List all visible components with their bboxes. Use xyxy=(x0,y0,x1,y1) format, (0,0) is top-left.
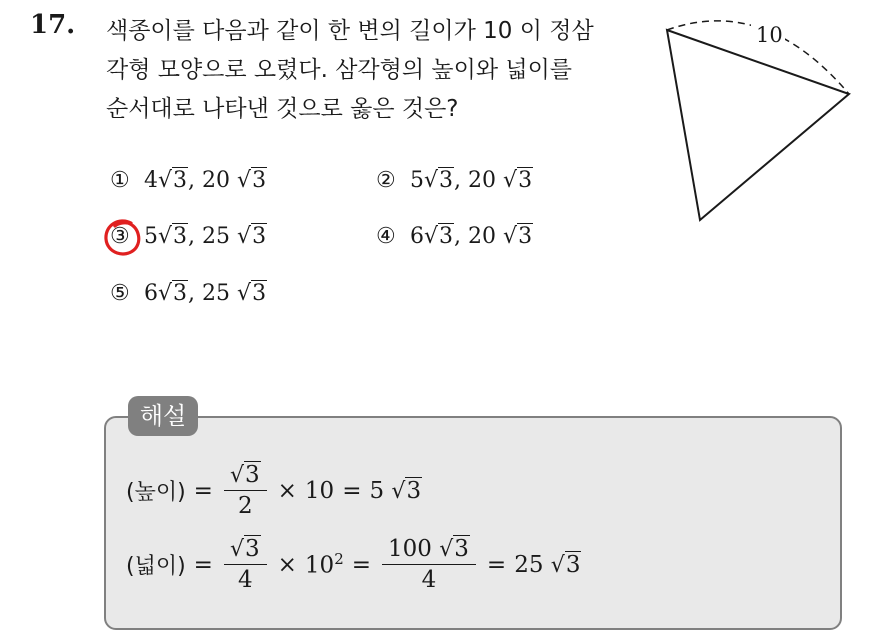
area-equation: (넓이) = $\frac{√3}{4}$ × $10^2$ = $\frac{100 √3}{4}$ = 25 √3 xyxy=(126,536,581,593)
question-line: 순서대로 나타낸 것으로 옳은 것은? xyxy=(106,96,459,122)
sqrt-symbol: √3 xyxy=(237,224,267,249)
sqrt-symbol: √3 xyxy=(158,281,188,306)
choice-height-coef: 6 xyxy=(144,281,158,306)
sqrt-symbol: √3 xyxy=(503,224,533,249)
fraction: $\frac{√3}{2}$ xyxy=(227,462,264,519)
choice-height-coef: 4 xyxy=(144,168,158,193)
sqrt-symbol: √3 xyxy=(158,224,188,249)
question-text xyxy=(106,12,646,129)
choice-area-coef: 25 xyxy=(202,281,231,306)
question-line: 각형 모양으로 오렸다. 삼각형의 높이와 넓이를 xyxy=(106,57,573,83)
choice-height-coef: 5 xyxy=(144,224,158,249)
choice-4[interactable]: ④ 6 √3 , 20 √3 xyxy=(376,224,533,249)
choice-marker: ① xyxy=(110,168,130,193)
question-line: 색종이를 다음과 같이 한 변의 길이가 10 이 정삼 xyxy=(106,18,594,44)
solution-box xyxy=(104,416,842,630)
choice-2[interactable]: ② 5 √3 , 20 √3 xyxy=(376,168,533,193)
choice-height-coef: 5 xyxy=(410,168,424,193)
sqrt-symbol: √3 xyxy=(424,224,454,249)
fraction: $\frac{√3}{4}$ xyxy=(227,536,264,593)
sqrt-symbol: √3 xyxy=(237,168,267,193)
sqrt-symbol: √3 xyxy=(237,281,267,306)
choice-marker: ④ xyxy=(376,224,396,249)
choice-5[interactable]: ⑤ 6 √3 , 25 √3 xyxy=(110,281,267,306)
triangle-figure xyxy=(655,10,865,230)
fraction: $\frac{100 √3}{4}$ xyxy=(385,536,473,593)
area-label: (넓이) xyxy=(126,554,186,579)
side-length-label: 10 xyxy=(756,23,783,47)
choice-area-coef: 25 xyxy=(202,224,231,249)
question-number: 17. xyxy=(30,10,76,40)
sqrt-symbol: √3 xyxy=(503,168,533,193)
equilateral-triangle xyxy=(667,30,849,220)
choice-area-coef: 20 xyxy=(468,224,497,249)
solution-tag: 해설 xyxy=(128,396,198,436)
choice-marker: ⑤ xyxy=(110,281,130,306)
height-label: (높이) xyxy=(126,480,186,505)
choice-3[interactable]: ③ 5 √3 , 25 √3 xyxy=(110,224,267,249)
choice-1[interactable]: ① 4 √3 , 20 √3 xyxy=(110,168,267,193)
choice-height-coef: 6 xyxy=(410,224,424,249)
height-equation: (높이) = $\frac{√3}{2}$ × 10 = 5 √3 xyxy=(126,462,422,519)
answer-circle-mark xyxy=(101,217,143,259)
choice-area-coef: 20 xyxy=(202,168,231,193)
choice-area-coef: 20 xyxy=(468,168,497,193)
choice-marker: ③ xyxy=(110,224,130,249)
sqrt-symbol: √3 xyxy=(424,168,454,193)
choice-marker: ② xyxy=(376,168,396,193)
sqrt-symbol: √3 xyxy=(158,168,188,193)
